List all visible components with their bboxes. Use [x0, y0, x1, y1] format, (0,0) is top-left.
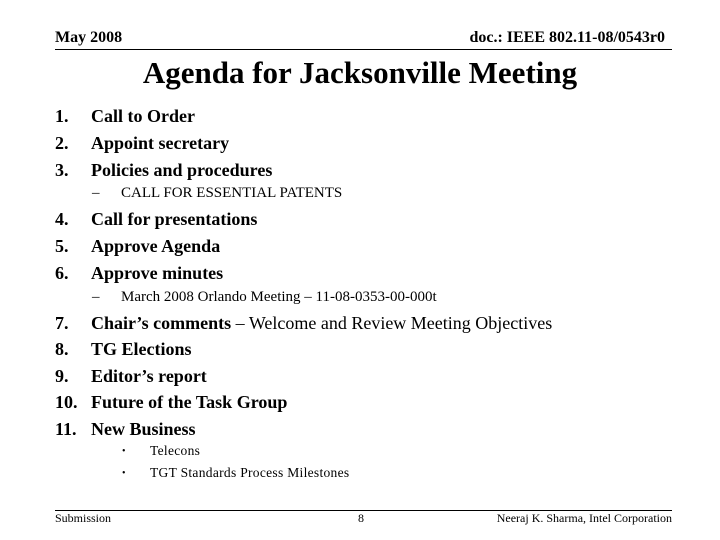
agenda-subitem-text: CALL FOR ESSENTIAL PATENTS	[121, 185, 343, 201]
agenda-item-number: 2.	[55, 133, 69, 153]
agenda-bullet-item	[122, 465, 349, 481]
agenda-item	[55, 419, 196, 440]
slide-title: Agenda for Jacksonville Meeting	[142, 55, 578, 90]
agenda-item	[55, 209, 257, 230]
footer-submission: Submission	[55, 511, 112, 525]
agenda-item	[55, 263, 223, 284]
agenda-item	[55, 236, 220, 257]
agenda-item-text: Appoint secretary	[91, 133, 230, 153]
dash-marker: –	[92, 289, 100, 305]
agenda-item-text: Policies and procedures	[91, 160, 273, 180]
agenda-item	[55, 133, 229, 154]
agenda-item-number: 7.	[55, 313, 69, 333]
agenda-item-text: Call for presentations	[91, 209, 258, 229]
agenda-item-number: 10.	[55, 392, 78, 412]
header-doc-id: doc.: IEEE 802.11-08/0543r0	[469, 29, 665, 46]
agenda-bullet-text: TGT Standards Process Milestones	[150, 465, 350, 480]
agenda-item	[55, 392, 287, 413]
agenda-item-text: Editor’s report	[91, 366, 207, 386]
agenda-item-number: 6.	[55, 263, 69, 283]
agenda-item-text: Future of the Task Group	[91, 392, 288, 412]
agenda-item-text: Chair’s comments	[91, 313, 232, 333]
agenda-bullet-item	[122, 443, 200, 459]
bullet-icon: •	[122, 446, 126, 458]
agenda-item-number: 9.	[55, 366, 69, 386]
agenda-item	[55, 160, 272, 181]
agenda-item	[55, 366, 207, 387]
header-date: May 2008	[55, 29, 123, 46]
agenda-item-text: TG Elections	[91, 339, 192, 359]
agenda-item-number: 11.	[55, 419, 77, 439]
agenda-item	[55, 339, 192, 360]
agenda-subitem-text: March 2008 Orlando Meeting – 11-08-0353-00-000t	[121, 289, 437, 305]
agenda-item-number: 3.	[55, 160, 69, 180]
agenda-item-number: 1.	[55, 106, 69, 126]
agenda-item-text: Approve minutes	[91, 263, 224, 283]
agenda-bullet-text: Telecons	[150, 443, 201, 458]
agenda-item	[55, 313, 552, 334]
agenda-item-text: Call to Order	[91, 106, 195, 126]
agenda-item	[55, 106, 195, 127]
agenda-subitem	[92, 185, 342, 202]
agenda-item-text: Approve Agenda	[91, 236, 221, 256]
footer-page-number: 8	[358, 511, 364, 525]
agenda-item-number: 5.	[55, 236, 69, 256]
bullet-icon: •	[122, 468, 126, 480]
agenda-item-number: 8.	[55, 339, 69, 359]
agenda-item-number: 4.	[55, 209, 69, 229]
agenda-item-text: New Business	[91, 419, 196, 439]
agenda-subitem	[92, 289, 437, 306]
dash-marker: –	[92, 185, 100, 201]
agenda-item-detail: – Welcome and Review Meeting Objectives	[231, 313, 553, 333]
footer-author: Neeraj K. Sharma, Intel Corporation	[496, 511, 672, 525]
